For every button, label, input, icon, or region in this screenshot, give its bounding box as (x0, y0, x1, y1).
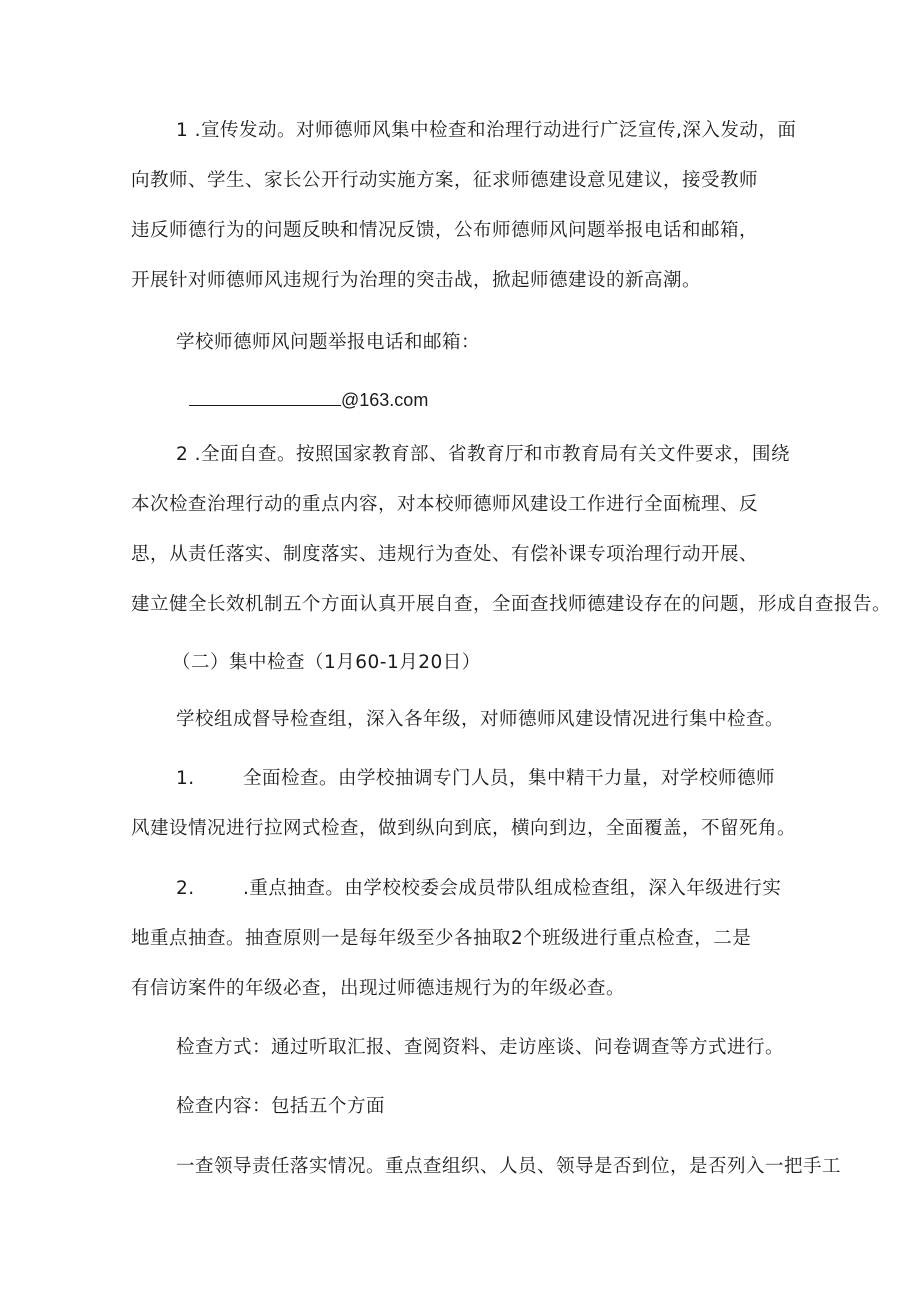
p1-line4 (131, 268, 701, 294)
p2-text-2: 本次检查治理行动的重点内容，对本校师德师风建设工作进行全面梳理、反 (131, 494, 759, 515)
p3: 学校组成督导检查组，深入各年级，对师德师风建设情况进行集中检查。 (176, 709, 785, 730)
email-suffix: @163.com (341, 390, 429, 410)
p1-line3 (131, 218, 758, 244)
p1-text-1: 1 .宣传发动。对师德师风集中检查和治理行动进行广泛宣传,深入发动，面 (176, 120, 797, 141)
p1-line1 (176, 118, 796, 144)
item2-num: 2. (176, 878, 195, 899)
p2-line2 (131, 492, 758, 518)
item2-text-1: .重点抽查。由学校校委会成员带队组成检查组，深入年级进行实 (243, 878, 782, 899)
item2-line3 (131, 976, 625, 1002)
p1-text-3: 违反师德行为的问题反映和情况反馈，公布师德师风问题举报电话和邮箱， (131, 220, 759, 241)
item2-line2 (131, 926, 751, 952)
item1-text-2: 风建设情况进行拉网式检查，做到纵向到底，横向到边，全面覆盖，不留死角。 (131, 818, 797, 839)
item2-line1 (243, 876, 781, 902)
item2-text-2: 地重点抽查。抽查原则一是每年级至少各抽取2个班级进行重点检查，二是 (131, 928, 752, 949)
section-title: （二）集中检查（1月60-1月20日） (172, 652, 481, 673)
p2-line3 (131, 542, 758, 568)
item-last: 一查领导责任落实情况。重点查组织、人员、领导是否到位，是否列入一把手工 (176, 1156, 842, 1177)
email-blank (189, 388, 341, 406)
report-label: 学校师德师风问题举报电话和邮箱： (176, 332, 481, 353)
p2-text-3: 思，从责任落实、制度落实、违规行为查处、有偿补课专项治理行动开展、 (131, 544, 759, 565)
item1-num: 1. (176, 768, 195, 789)
check-method: 检查方式：通过听取汇报、查阅资料、走访座谈、问卷调查等方式进行。 (176, 1037, 785, 1058)
email-line (189, 388, 428, 412)
p2-text-1: 2 .全面自查。按照国家教育部、省教育厅和市教育局有关文件要求，围绕 (176, 444, 791, 465)
p2-line1 (176, 442, 790, 468)
p1-text-4: 开展针对师德师风违规行为治理的突击战，掀起师德建设的新高潮。 (131, 270, 702, 291)
check-content-label: 检查内容：包括五个方面 (176, 1096, 386, 1117)
item2-text-3: 有信访案件的年级必查，出现过师德违规行为的年级必查。 (131, 978, 626, 999)
p1-text-2: 向教师、学生、家长公开行动实施方案，征求师德建设意见建议，接受教师 (131, 170, 759, 191)
p1-line2 (131, 168, 758, 194)
p2-line4 (131, 592, 891, 618)
item1-text-1: 全面检查。由学校抽调专门人员，集中精干力量，对学校师德师 (243, 768, 776, 789)
p2-text-4: 建立健全长效机制五个方面认真开展自查，全面查找师德建设存在的问题，形成自查报告。 (131, 594, 892, 615)
item1-line2 (131, 816, 796, 842)
item1-line1 (243, 766, 775, 792)
